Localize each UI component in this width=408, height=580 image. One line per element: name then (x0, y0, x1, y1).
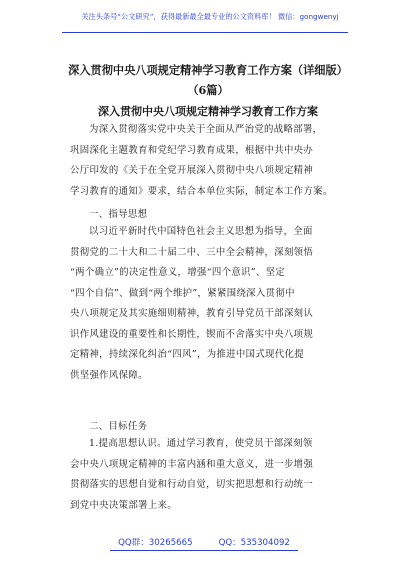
goals-paragraph (70, 434, 352, 516)
document-title: 深入贯彻中央八项规定精神学习教育工作方案（详细版） (68, 63, 348, 77)
intro-line: 学习教育的通知》要求，结合本单位实际，制定本工作方案。 (70, 185, 333, 197)
paragraph-line: “两个确立”的决定性意义，增强“四个意识”、坚定 (70, 267, 286, 278)
document-subtitle: 深入贯彻中央八项规定精神学习教育工作方案 (98, 105, 318, 118)
guiding-ideology-paragraph (70, 222, 352, 386)
header-banner: 关注头条号“公文研究”，获得最新最全最专业的公文资料库！ 微信：gongwenyj (81, 12, 339, 21)
footer-divider (110, 550, 298, 551)
paragraph-line: 定精神，持续深化纠治“四风”，为推进中国式现代化提 (70, 349, 304, 360)
section-heading-guiding-ideology: 一、指导思想 (89, 209, 148, 220)
paragraph-line: 以习近平新时代中国特色社会主义思想为指导，全面 (89, 226, 313, 237)
document-title-count: （6篇） (187, 83, 229, 97)
intro-line: 公厅印发的《关于在全党开展深入贯彻中央八项规定精神 (70, 165, 314, 176)
footer-qq-number: QQ：535304092 (218, 538, 290, 548)
section-heading-goals: 二、目标任务 (89, 421, 148, 432)
intro-paragraph (70, 120, 352, 202)
paragraph-line: 到党中央决策部署上来。 (70, 499, 177, 511)
intro-line: 巩固深化主题教育和党纪学习教育成果，根据中共中央办 (70, 144, 314, 156)
footer-contacts (0, 536, 408, 548)
footer-qq-group: QQ群：30265665 (118, 538, 193, 548)
intro-line: 为深入贯彻落实党中央关于全面从严治党的战略部署， (89, 124, 323, 135)
paragraph-line: 供坚强作风保障。 (70, 369, 148, 381)
header-divider (62, 32, 348, 33)
paragraph-line: “四个自信”、做到“两个维护”，紧紧围绕深入贯彻中 (70, 287, 295, 299)
paragraph-line: 贯彻落实的思想自觉和行动自觉，切实把思想和行动统一 (70, 479, 314, 490)
paragraph-line: 会中央八项规定精神的丰富内涵和重大意义，进一步增强 (70, 458, 314, 470)
paragraph-line: 贯彻党的二十大和二十届二中、三中全会精神，深刻领悟 (70, 246, 314, 258)
paragraph-line: 识作风建设的重要性和长期性，锲而不舍落实中央八项规 (70, 328, 314, 340)
paragraph-line: 1.提高思想认识。通过学习教育，使党员干部深刻领 (89, 438, 313, 449)
paragraph-line: 央八项规定及其实施细则精神，教育引导党员干部深刻认 (70, 308, 314, 319)
